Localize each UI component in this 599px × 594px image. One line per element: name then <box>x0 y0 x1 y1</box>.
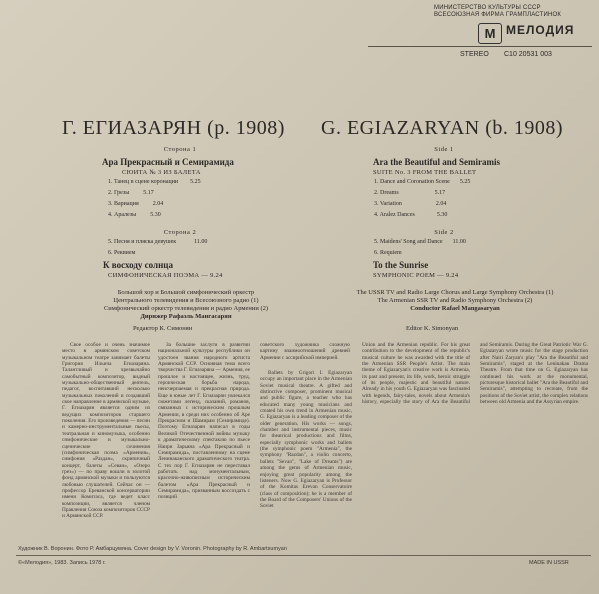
en-suite1-subtitle: SUITE No. 3 FROM THE BALLET <box>373 169 477 176</box>
ministry-text: МИНИСТЕРСТВО КУЛЬТУРЫ СССР <box>434 5 541 11</box>
firm-text: ВСЕСОЮЗНАЯ ФИРМА ГРАМПЛАСТИНОК <box>434 12 562 18</box>
track-row: 3. Вариация 2.04 <box>108 201 164 207</box>
track-row: 1. Танец в сцене коронации 5.25 <box>108 179 201 185</box>
footer-divider <box>16 555 591 556</box>
track-row: 4. Aralez Dances 5.30 <box>374 212 448 218</box>
track-row: 5. Песня и пляска девушек 11.00 <box>108 239 208 245</box>
ru-suite1-subtitle: СЮИТА № 3 ИЗ БАЛЕТА <box>122 169 201 176</box>
label-header <box>342 5 592 23</box>
ru-editor: Редактор К. Симонян <box>133 325 193 332</box>
melodiya-mark-icon: М <box>478 23 502 44</box>
ru-side1-heading: Сторона 1 <box>163 146 197 153</box>
track-row: 6. Реквием <box>108 250 136 256</box>
track-row: 4. Аралезы 5.30 <box>108 212 161 218</box>
track-row: 3. Variation 2.04 <box>374 201 447 207</box>
ru-notes-col3: советского художника сложную картину взаимоотношений древней Армении с ассирийской империей. <box>260 342 350 361</box>
ru-credits: Большой хор и Большой симфонический оркестр Центрального телевидения и Всесоюзного радио (1) Симфонический оркестр телевидения и радио Армении (2) Дирижер Рафаэль Мангасарян <box>103 289 269 320</box>
header-divider <box>368 46 592 47</box>
en-work1-title: Ara the Beautiful and Semiramis <box>373 157 500 167</box>
footer-copyright: ©«Мелодия», 1983. Запись 1978 г. <box>18 560 106 566</box>
ru-work1-title: Ара Прекрасный и Семирамида <box>102 157 234 167</box>
en-work2-title: To the Sunrise <box>373 260 429 270</box>
en-credits: The USSR TV and Radio Large Chorus and Large Symphony Orchestra (1) The Armenian SSR TV and Radio Symphony Orchestra (2) Conductor Rafael Mangasaryan <box>356 289 554 312</box>
ru-work2-title: К восходу солнца <box>103 260 173 270</box>
stereo-label: STEREO <box>460 51 489 58</box>
footer-artist-credit: Художник В. Воронин. Фото Р. Амбарцумяна. Cover design by V. Voronin. Photography by R. Ambartsumyan <box>18 546 287 552</box>
track-row: 2. Грезы 5.17 <box>108 190 154 196</box>
footer-made-in: MADE IN USSR <box>529 560 569 566</box>
en-tracklist-side2 <box>374 237 466 259</box>
melodiya-wordmark: МЕЛОДИЯ <box>506 23 575 37</box>
en-side1-heading: Side 1 <box>434 146 454 153</box>
track-row: 1. Dance and Coronation Scene 5.25 <box>374 179 471 185</box>
ru-notes-col1: Свое особое и очень значимое место в армянском советском музыкальном театре занимает балеты Григория Ильича Егиазаряна. Талантливый и чрезвычайно самобытный композитор, видный музыкально-общественный деятель, педагог, воспитавший несколько музыкальных поколений и создавший свое направление в армянской музыке, Г. Егиазарян является одним из ведущих композиторов старшего поколения. Его произведения — песни и камерно-инструментальные пьесы, театральная и киномузыка, особенно симфонические и музыкально-сценические сочинения (симфоническая поэма «Армения», симфония «Раздан», скрипичный концерт, балеты «Севан», «Озеро грез») — по праву вошли в золотой фонд армянской музыки и пользуются любовью слушателей. Сейчас он — профессор Ереванской консерватории имени Комитаса, где ведет класс композиции, является членом Правления Союза композиторов СССР и Армянской ССР. <box>62 342 150 520</box>
ru-work2-subtitle: СИМФОНИЧЕСКАЯ ПОЭМА — 9.24 <box>108 272 223 279</box>
track-row: 6. Requiem <box>374 250 402 256</box>
en-side2-heading: Side 2 <box>434 229 454 236</box>
track-row: 2. Dreams 5.17 <box>374 190 446 196</box>
en-editor: Editor K. Simonyan <box>406 325 459 332</box>
ru-notes-col2: За большие заслуги в развитии национальной культуры республики он удостоен звания народного артиста Армянской ССР. Основная тема всего творчества Г. Егиазаряна — Армения, ее прошлое и настоящее, жизнь, труд, героическая борьба народа, неисчерпаемая и прекрасная природа. Еще в юные лет Г. Егиазарян увлекался сюжетами легенд, сказаний, романов, связанных с историческим прошлым Армении, в среди них особенно об Аре Прекрасном и Шамирам (Семирамиде). Поэтому Егиазарян написал в годы Великой Отечественной войны музыку к драматическому спектаклю по пьесе Наири Зарьяна «Ара Прекрасный и Семирамида», поставленному на сцене Ленинаканского драматического театра. С тех пор Г. Егиазарян не переставал работать над монументальным, красочно-живописным историческим балетом «Ара Прекрасный и Семирамида», призванным воссоздать с позиций <box>158 342 250 501</box>
en-work2-subtitle: SYMPHONIC POEM — 9.24 <box>373 272 459 279</box>
title-russian: Г. ЕГИАЗАРЯН (р. 1908) <box>62 117 285 139</box>
catalog-number: С10 20531 003 <box>504 51 552 58</box>
track-row: 5. Maidens' Song and Dance 11.00 <box>374 239 466 245</box>
en-notes-col2: Union and the Armenian republic. For his great contribution to the development of the republic's musical culture he was awarded with the title of the Armenian SSR People's Artist. The main theme of Egiazaryan's creative work is Armenia, its past and present, its life, work, heroic struggle of its people, majestic and beautiful nature. Already in his youth G. Egiazaryan was fascinated with legends, fairy-tales, novels about Armenia's history, especially the story of Ara the Beautiful and Semiramis. During the Great Patriotic War G. Egiazaryan wrote music for the stage production after Nairi Zaryan's play "Ara the Beautiful and Semiramis", staged at the Leninakan Drama Theatre. From that time on G. Egiazaryan has continued his work at the monumental, picturesque historical ballet "Ara the Beautiful and Semiramis", attempting to recreate, from the positions of the Soviet artist, the complex relations between old Armenia and the Assyrian empire. <box>362 342 588 406</box>
ru-tracklist-side1 <box>108 177 201 221</box>
ru-tracklist-side2 <box>108 237 207 259</box>
en-notes-col1: Ballets by Grigori I. Egiazaryan occupy an important place in the Armenian Soviet musical theatre. A gifted and distinctive composer, prominent musical and public figure, a teacher who has educated many young musicians and created his own trend in Armenian music, G. Egiazaryan is a leading composer of the older generation. His works — songs, chamber and instrumental pieces, music for theatrical productions and films, especially symphonic works and ballets (the symphonic poem "Armenia", the symphony "Razdan", a violin concerto, ballets "Sevan", "Lake of Dreams") are among the gems of Armenian music, enjoying great popularity among the listeners. Now G. Egiazaryan is Professor of the Komitas Erevan Conservatoire (class of composition); he is a member of the Board of the Composers' Unions of the Soviet <box>260 370 352 510</box>
melodiya-logo <box>478 23 588 43</box>
ru-side2-heading: Сторона 2 <box>163 229 197 236</box>
en-tracklist-side1 <box>374 177 470 221</box>
title-english: G. EGIAZARYAN (b. 1908) <box>321 117 564 139</box>
